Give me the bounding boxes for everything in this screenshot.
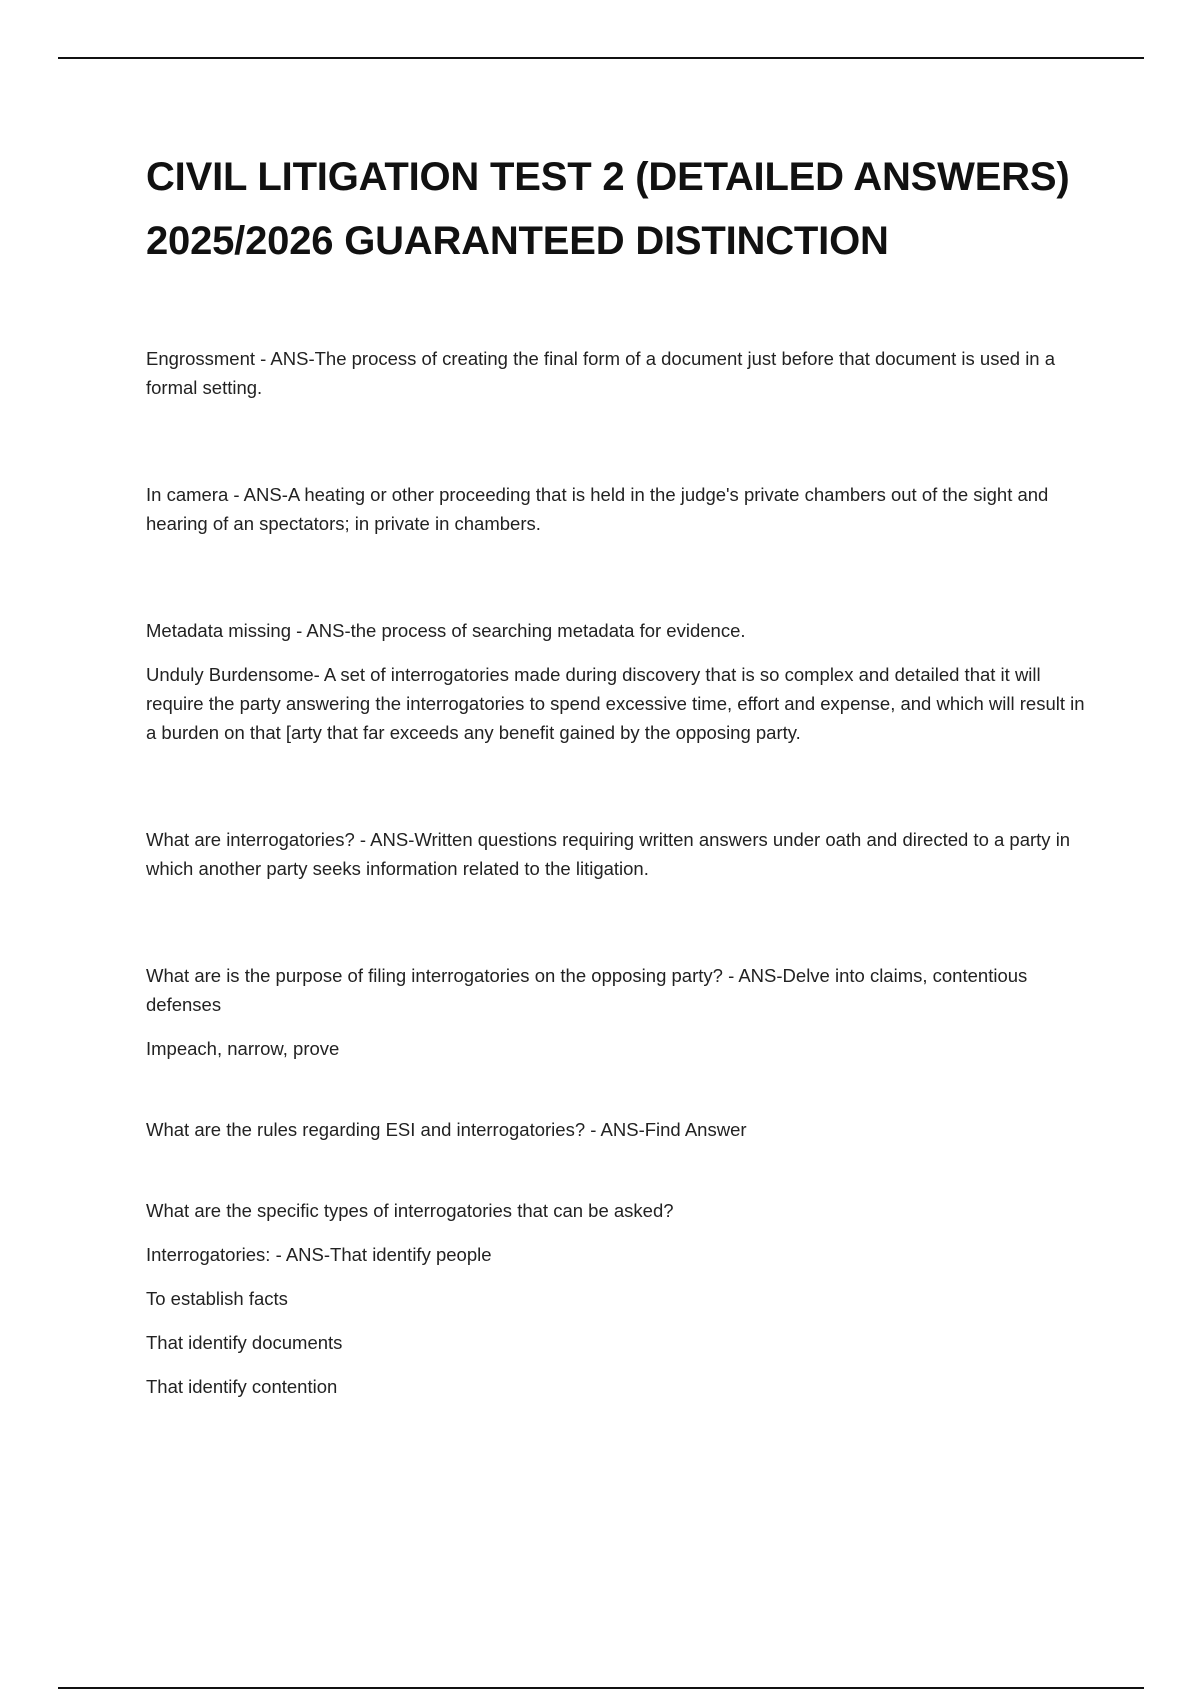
title-line-1: CIVIL LITIGATION TEST 2 (DETAILED ANSWERS): [146, 155, 1070, 199]
document-title: [146, 145, 1096, 273]
entry-identify-contention: That identify contention: [146, 1376, 338, 1397]
top-rule: [58, 57, 1144, 59]
entry-in-camera: In camera - ANS-A heating or other proceeding that is held in the judge's private chambers out of the sight and hearing of an spectators; in private in chambers.: [146, 484, 1049, 534]
entry-what-are-interrogatories: What are interrogatories? - ANS-Written questions requiring written answers under oath and directed to a party in which another party seeks information related to the litigation.: [146, 829, 1071, 879]
entry-metadata-missing: Metadata missing - ANS-the process of searching metadata for evidence.: [146, 620, 746, 641]
entry-impeach-narrow-prove: Impeach, narrow, prove: [146, 1038, 340, 1059]
title-line-2: 2025/2026 GUARANTEED DISTINCTION: [146, 219, 889, 263]
entry-establish-facts: To establish facts: [146, 1288, 288, 1309]
document-body: [146, 145, 1096, 1401]
entry-identify-documents: That identify documents: [146, 1332, 343, 1353]
entry-unduly-burdensome: Unduly Burdensome- A set of interrogatories made during discovery that is so complex and detailed that it will require the party answering the interrogatories to spend excessive time, effort and expense, and which will result in a burden on that [arty that far exceeds any benefit gained by the opposing party.: [146, 664, 1085, 743]
entry-esi-rules: What are the rules regarding ESI and interrogatories? - ANS-Find Answer: [146, 1119, 747, 1140]
entry-specific-types: What are the specific types of interrogatories that can be asked?: [146, 1200, 674, 1221]
entry-engrossment: Engrossment - ANS-The process of creating the final form of a document just before that document is used in a formal setting.: [146, 348, 1056, 398]
bottom-rule: [58, 1687, 1144, 1689]
entry-identify-people: Interrogatories: - ANS-That identify people: [146, 1244, 492, 1265]
entry-purpose-of-interrogatories: What are is the purpose of filing interrogatories on the opposing party? - ANS-Delve into claims, contentious defenses: [146, 965, 1028, 1015]
